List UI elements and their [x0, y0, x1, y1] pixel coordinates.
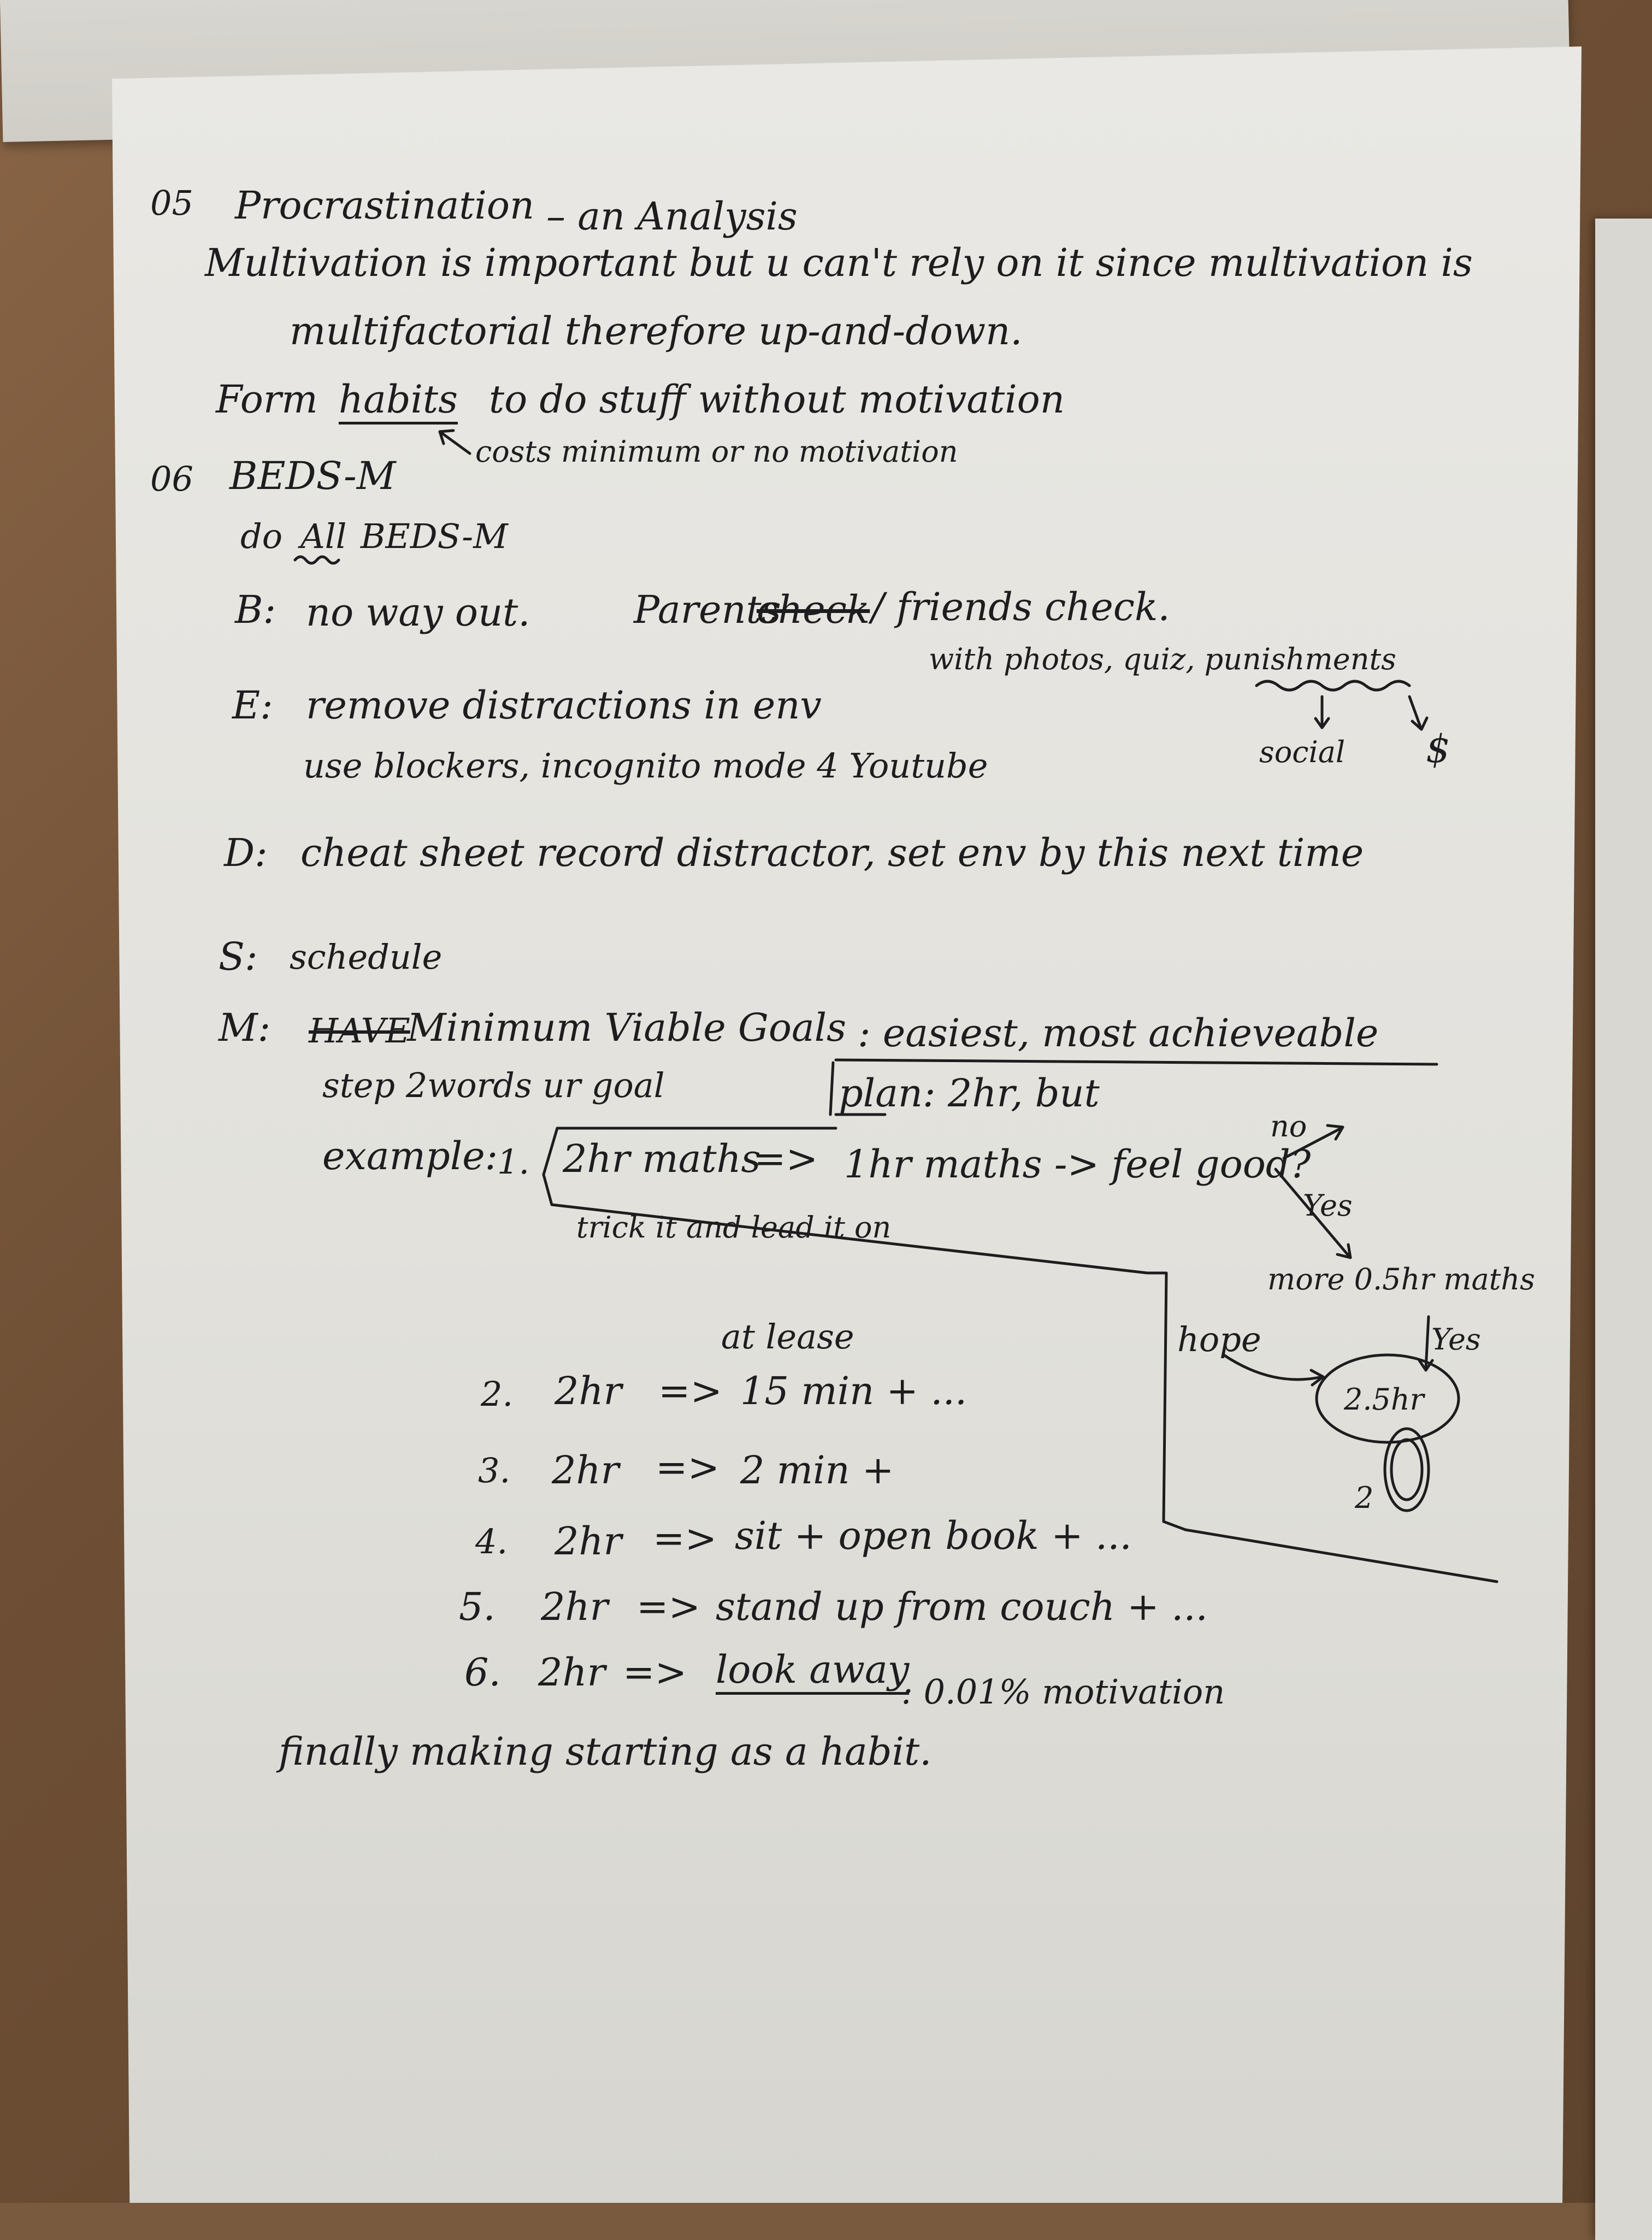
b-label: B: [235, 587, 276, 632]
example-6-arrow: => [623, 1650, 687, 1695]
section-title-beds-m: BEDS-M [229, 453, 396, 498]
example-3-to: 2 min + [740, 1448, 894, 1493]
s-label: S: [219, 934, 258, 979]
section-number-06: 06 [150, 459, 193, 499]
yes-arrow [1276, 1169, 1350, 1258]
circle-value: 2.5hr [1344, 1382, 1424, 1417]
more-maths: more 0.5hr maths [1267, 1262, 1535, 1296]
example-4-num: 4. [475, 1522, 508, 1561]
habits-suffix: to do stuff without motivation [489, 377, 1065, 422]
habits-prefix: Form [216, 377, 318, 422]
do-all-word: All [300, 516, 347, 556]
example-1-from: 2hr maths [563, 1136, 761, 1181]
b-friends: / friends check. [871, 585, 1170, 629]
trick-note: trick it and lead it on [576, 1210, 892, 1245]
e-label: E: [232, 683, 273, 728]
example-label: example: [322, 1134, 498, 1178]
example-4-from: 2hr [554, 1519, 622, 1564]
example-2-num: 2. [481, 1374, 514, 1414]
b-parents: Parents [634, 587, 781, 632]
example-4-to: sit + open book + ... [735, 1513, 1132, 1558]
example-1-arrow: => [754, 1136, 818, 1181]
example-5-to: stand up from couch + ... [716, 1584, 1208, 1629]
social-arrow [1315, 697, 1329, 728]
do-all-suffix: BEDS-M [361, 516, 508, 556]
habits-note: costs minimum or no motivation [475, 434, 958, 469]
b-text: no way out. [306, 590, 530, 635]
b-money: $ [1426, 727, 1450, 771]
s-text: schedule [290, 937, 442, 977]
example-5-num: 5. [459, 1584, 495, 1629]
habits-word: habits [339, 377, 458, 425]
b-social: social [1259, 735, 1346, 769]
example-5-arrow: => [636, 1584, 701, 1629]
at-least-note: at lease [721, 1317, 854, 1357]
d-text: cheat sheet record distractor, set env by this next time [300, 830, 1364, 875]
plan-box-text: plan: 2hr, but [839, 1071, 1100, 1116]
m-label: M: [219, 1005, 271, 1050]
example-3-from: 2hr [552, 1448, 620, 1493]
section-title-suffix: – an Analysis [546, 194, 798, 239]
m-sub: step 2words ur goal [322, 1065, 665, 1105]
example-3-num: 3. [478, 1451, 511, 1490]
b-struck: check [757, 587, 870, 632]
m-text: Minimum Viable Goals [407, 1005, 847, 1050]
example-5-from: 2hr [541, 1584, 609, 1629]
all-wavy-underline [295, 557, 339, 563]
do-all-prefix: do [240, 516, 283, 556]
example-6-to: look away [716, 1647, 909, 1695]
no-branch: no [1270, 1109, 1307, 1143]
example-1-box [544, 1128, 1497, 1582]
no-arrow [1284, 1125, 1343, 1158]
motivation-note: : 0.01% motivation [901, 1672, 1225, 1712]
example-4-arrow: => [653, 1516, 717, 1561]
example-2-arrow: => [658, 1369, 723, 1413]
e-sub: use blockers, incognito mode 4 Youtube [303, 746, 988, 786]
result-circle [1317, 1355, 1459, 1442]
yes-branch-2: Yes [1431, 1322, 1481, 1357]
example-3-arrow: => [656, 1445, 720, 1490]
example-2-from: 2hr [554, 1369, 622, 1413]
example-1-to: 1hr maths -> feel good? [844, 1142, 1311, 1187]
e-text: remove distractions in env [306, 683, 822, 728]
b-sub: with photos, quiz, punishments [929, 642, 1396, 676]
section-title: Procrastination [235, 183, 535, 228]
motivation-line-1: Multivation is important but u can't rely on it since multivation is [205, 240, 1473, 285]
plan-box [830, 1063, 833, 1115]
m-desc: : easiest, most achieveable [858, 1011, 1379, 1056]
example-6-num: 6. [464, 1650, 501, 1695]
hope-arrow [1224, 1355, 1323, 1385]
habits-note-arrow [440, 431, 470, 453]
m-desc-underline [836, 1060, 1437, 1064]
d-label: D: [224, 830, 268, 875]
conclusion: finally making starting as a habit. [279, 1729, 932, 1774]
yes-branch: Yes [1303, 1188, 1353, 1223]
example-2-to: 15 min + ... [740, 1369, 967, 1413]
punishments-wavy-underline [1256, 681, 1409, 690]
example-1-num: 1. [497, 1142, 530, 1182]
hope-label: hope [1177, 1319, 1261, 1359]
money-arrow [1409, 697, 1427, 729]
example-6-from: 2hr [538, 1650, 606, 1695]
m-struck: HAVE [309, 1011, 410, 1051]
section-number-05: 05 [150, 183, 193, 223]
circle-small: 2 [1355, 1481, 1374, 1515]
motivation-line-2: multifactorial therefore up-and-down. [290, 309, 1023, 353]
